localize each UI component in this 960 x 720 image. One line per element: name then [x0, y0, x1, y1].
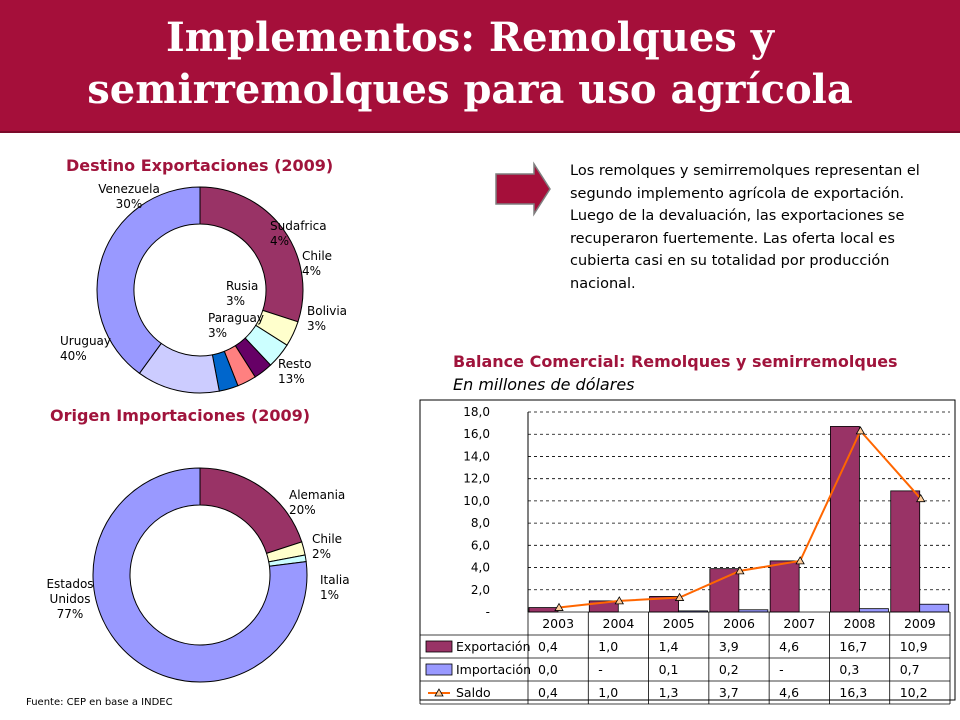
data-label-importacion: -: [598, 662, 603, 677]
y-tick-label: 12,0: [463, 471, 490, 486]
label-sudafrica: Sudafrica 4%: [270, 219, 327, 248]
y-tick-label: 2,0: [470, 582, 490, 597]
bar-exportacion-2006: [710, 569, 739, 612]
x-tick-label: 2007: [783, 616, 816, 631]
y-tick-label: 8,0: [470, 516, 490, 531]
x-tick-label: 2009: [903, 616, 936, 631]
bar-exportacion-2007: [770, 561, 799, 612]
legend-swatch-importacion: [426, 664, 452, 675]
data-label-saldo: 1,0: [598, 685, 619, 700]
data-label-saldo: 3,7: [718, 685, 739, 700]
y-tick-label: 18,0: [463, 405, 490, 419]
chart-frame: [420, 400, 955, 700]
description-text: Los remolques y semirremolques representan el segundo implemento agrícola de exportación. Luego de la devaluación, las exportaciones se recuperaron fuertemente. Las oferta local es cubierta casi en su totalidad por producción nacional.: [570, 163, 920, 292]
data-label-exportacion: 16,7: [839, 639, 868, 654]
export-pie-title: Destino Exportaciones (2009): [66, 156, 334, 175]
bar-importacion-2008: [859, 609, 888, 612]
x-tick-label: 2008: [843, 616, 876, 631]
data-label-exportacion: 10,9: [899, 639, 928, 654]
y-tick-label: 16,0: [463, 427, 490, 442]
x-tick-label: 2006: [723, 616, 755, 631]
label-estados-unidos: Estados Unidos 77%: [46, 577, 94, 621]
label-rusia: Rusia 3%: [226, 279, 259, 308]
bar-importacion-2009: [920, 604, 949, 612]
balance-chart-title: Balance Comercial: Remolques y semirremolques: [453, 352, 898, 371]
data-label-exportacion: 0,4: [538, 639, 558, 654]
label-alemania: Alemania 20%: [289, 488, 346, 517]
legend-saldo: Saldo: [456, 685, 491, 700]
data-label-saldo: 4,6: [779, 685, 800, 700]
data-label-exportacion: 4,6: [779, 639, 800, 654]
label-paraguay: Paraguay 3%: [208, 311, 265, 340]
data-label-saldo: 10,2: [899, 685, 928, 700]
legend-swatch-exportacion: [426, 641, 452, 652]
slice-alemania: [200, 468, 302, 553]
y-tick-label: 4,0: [470, 560, 490, 575]
import-pie-title: Origen Importaciones (2009): [50, 406, 311, 425]
balance-chart-subtitle: En millones de dólares: [453, 375, 635, 394]
y-tick-label: 14,0: [463, 449, 490, 464]
data-label-importacion: 0,3: [839, 662, 860, 677]
bar-exportacion-2008: [830, 426, 859, 612]
y-tick-label: 6,0: [470, 538, 490, 553]
slice-uruguay: [97, 187, 200, 373]
data-label-importacion: 0,7: [899, 662, 920, 677]
source-note: Fuente: CEP en base a INDEC: [26, 697, 173, 708]
data-label-importacion: 0,0: [538, 662, 558, 677]
balance-bar-chart: [420, 400, 960, 720]
data-label-importacion: -: [779, 662, 784, 677]
x-tick-label: 2004: [602, 616, 635, 631]
bar-exportacion-2009: [891, 491, 920, 612]
data-label-saldo: 0,4: [538, 685, 558, 700]
label-bolivia: Bolivia 3%: [307, 304, 348, 333]
data-label-importacion: 0,1: [658, 662, 679, 677]
legend-exportacion: Exportación: [456, 639, 531, 654]
import-pie-chart: [0, 425, 460, 695]
data-label-saldo: 16,3: [839, 685, 868, 700]
data-label-exportacion: 3,9: [718, 639, 739, 654]
title-banner: [0, 0, 960, 133]
label-venezuela: Venezuela 30%: [98, 182, 160, 211]
data-label-importacion: 0,2: [718, 662, 739, 677]
y-tick-label: 10,0: [463, 493, 490, 508]
arrow-icon: [494, 162, 554, 216]
data-label-exportacion: 1,4: [658, 639, 679, 654]
export-pie-chart: [0, 130, 460, 400]
data-label-saldo: 1,3: [658, 685, 679, 700]
y-tick-label: -: [485, 605, 490, 619]
label-resto: Resto 13%: [278, 357, 312, 386]
label-chile: Chile 4%: [302, 249, 333, 278]
x-tick-label: 2005: [662, 616, 695, 631]
bar-exportacion-2003: [529, 608, 558, 612]
label-chile: Chile 2%: [312, 532, 343, 561]
label-italia: Italia 1%: [320, 573, 350, 602]
legend-importacion: Importación: [456, 662, 532, 677]
slice-venezuela: [200, 187, 303, 322]
data-label-exportacion: 1,0: [598, 639, 619, 654]
page-title: Implementos: Remolques y semirremolques para uso agrícola: [87, 14, 853, 113]
label-uruguay: Uruguay 40%: [60, 334, 111, 363]
x-tick-label: 2003: [542, 616, 575, 631]
